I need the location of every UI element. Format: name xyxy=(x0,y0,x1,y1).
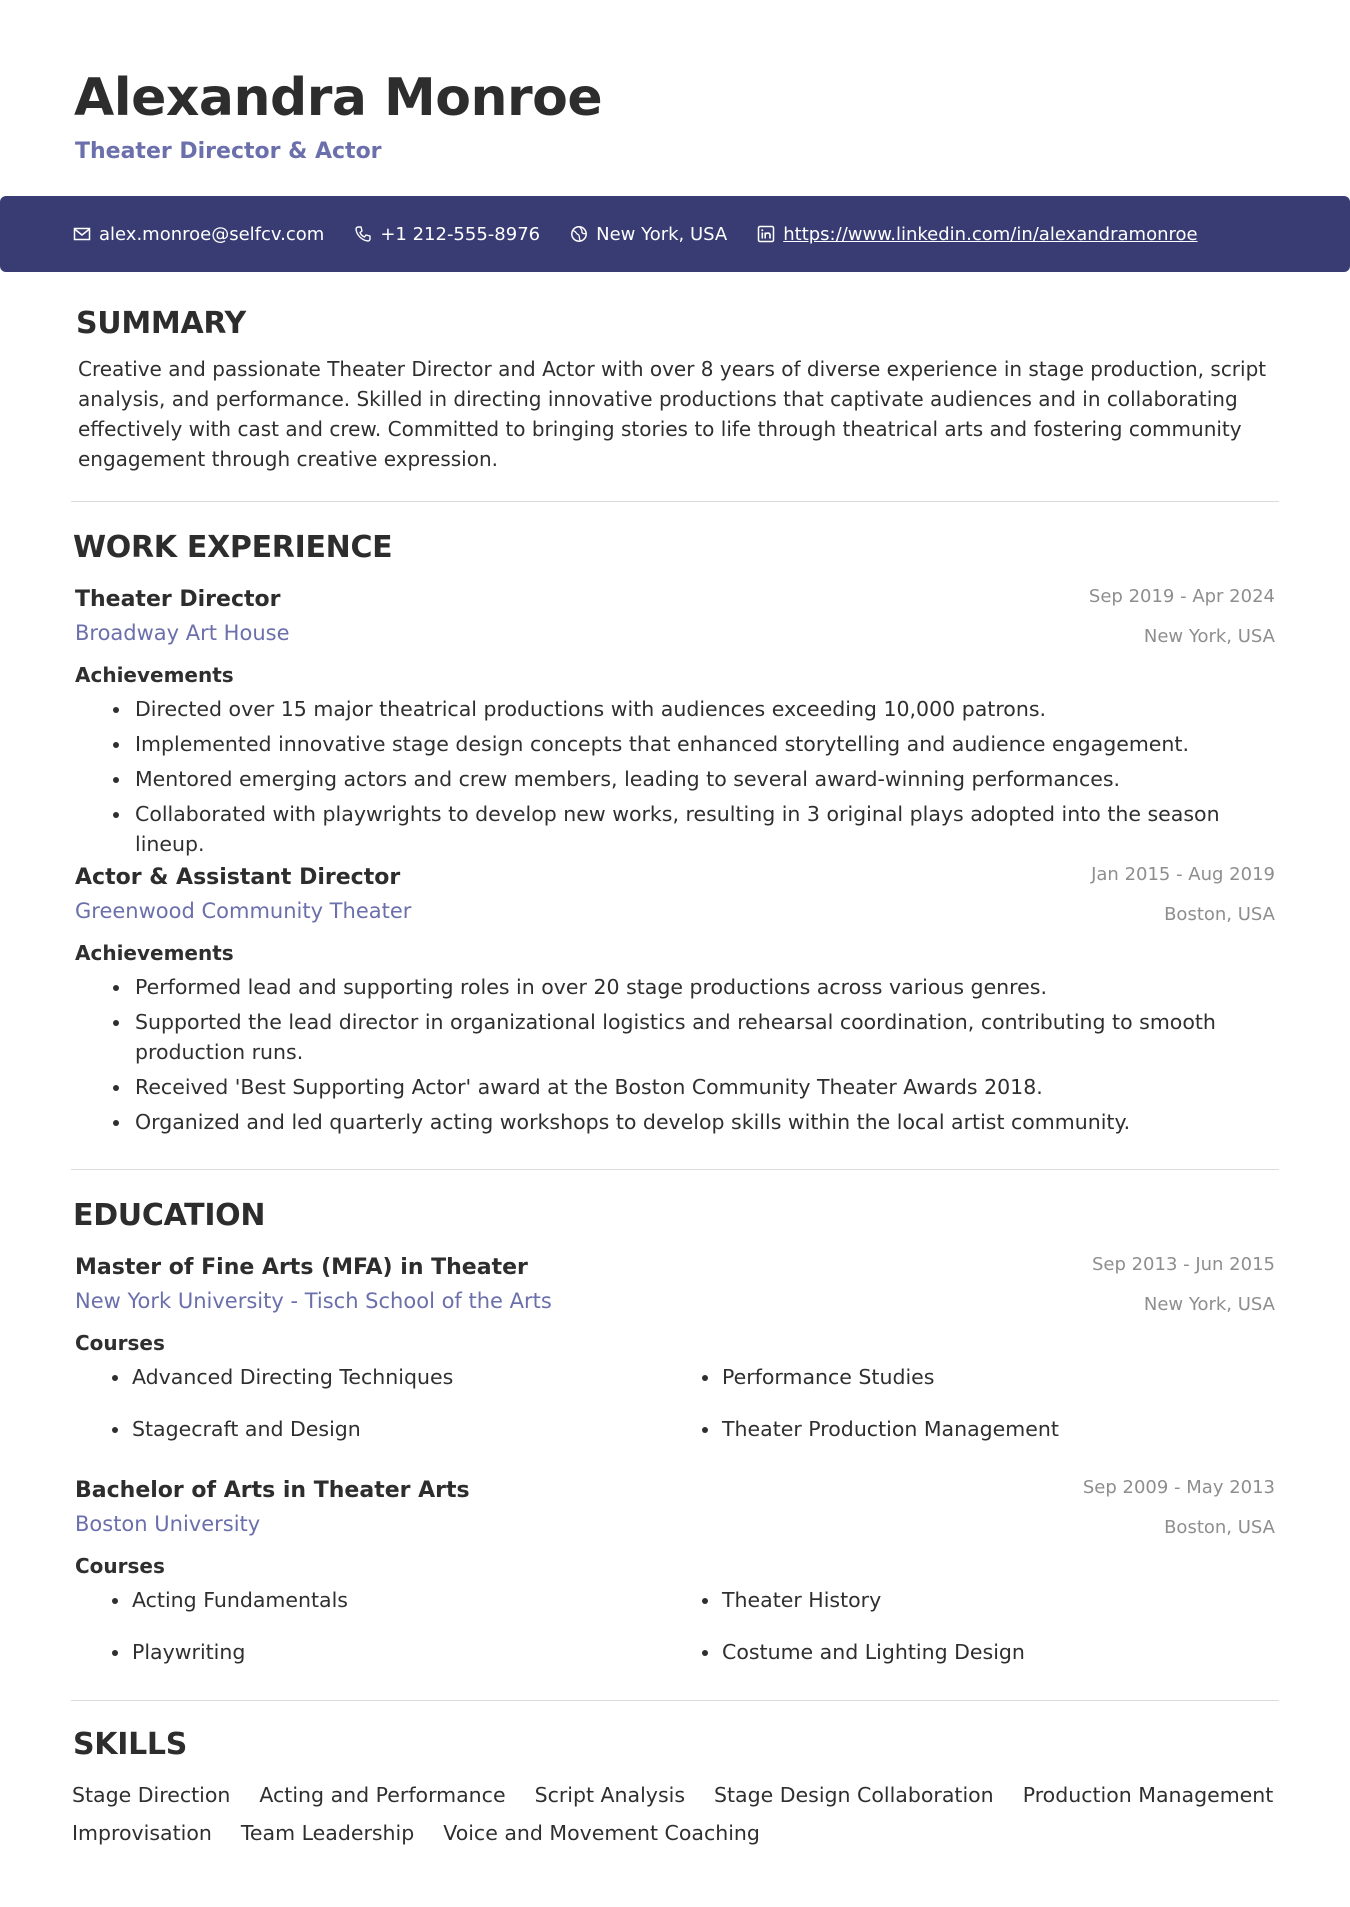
skill-item: Stage Direction xyxy=(72,1783,231,1807)
candidate-name: Alexandra Monroe xyxy=(74,68,603,128)
globe-icon xyxy=(570,225,588,243)
job-dates: Jan 2015 - Aug 2019 xyxy=(1091,864,1275,885)
divider xyxy=(71,1169,1279,1170)
education-dates: Sep 2013 - Jun 2015 xyxy=(1091,1254,1275,1275)
course-item: Theater Production Management xyxy=(665,1414,1255,1466)
job-location: Boston, USA xyxy=(1164,904,1275,925)
education-location: New York, USA xyxy=(1143,1294,1275,1315)
job-dates: Sep 2019 - Apr 2024 xyxy=(1088,586,1275,607)
skill-item: Voice and Movement Coaching xyxy=(443,1821,760,1845)
courses-list xyxy=(75,1585,1275,1689)
envelope-icon xyxy=(73,225,91,243)
education-entry xyxy=(75,1252,1275,1466)
contact-linkedin[interactable] xyxy=(757,224,1197,245)
skill-item: Production Management xyxy=(1022,1783,1274,1807)
list-item: • Collaborated with playwrights to develop new works, resulting in 3 original plays adopted into the season lineup. xyxy=(132,799,1275,859)
list-item: • Mentored emerging actors and crew members, leading to several award-winning performances. xyxy=(132,764,1275,794)
list-item: • Supported the lead director in organizational logistics and rehearsal coordination, contributing to smooth production runs. xyxy=(132,1007,1275,1067)
degree-title: Bachelor of Arts in Theater Arts xyxy=(75,1478,470,1503)
job-company: Greenwood Community Theater xyxy=(75,899,412,923)
divider xyxy=(71,1700,1279,1701)
skills-row xyxy=(72,1776,1292,1814)
school-name: Boston University xyxy=(75,1512,261,1536)
course-item: Theater History xyxy=(665,1585,1255,1637)
course-item: Advanced Directing Techniques xyxy=(75,1362,665,1414)
job-title: Theater Director xyxy=(75,587,281,612)
phone-text: +1 212-555-8976 xyxy=(380,223,541,245)
contact-phone[interactable] xyxy=(354,224,540,245)
education-heading: EDUCATION xyxy=(73,1198,266,1233)
list-item: • Received 'Best Supporting Actor' award at the Boston Community Theater Awards 2018. xyxy=(132,1072,1275,1102)
skill-item: Improvisation xyxy=(72,1821,212,1845)
achievements-list xyxy=(75,694,1275,859)
courses-label: Courses xyxy=(75,1331,165,1355)
summary-heading: SUMMARY xyxy=(76,306,246,341)
course-item: Stagecraft and Design xyxy=(75,1414,665,1466)
candidate-title: Theater Director & Actor xyxy=(75,139,382,164)
skill-item: Acting and Performance xyxy=(259,1783,506,1807)
achievements-list xyxy=(75,972,1275,1137)
linkedin-link[interactable]: https://www.linkedin.com/in/alexandramonroe xyxy=(783,223,1198,245)
location-text: New York, USA xyxy=(596,223,728,245)
course-item: Playwriting xyxy=(75,1637,665,1689)
email-text: alex.monroe@selfcv.com xyxy=(99,223,325,245)
job-entry xyxy=(75,862,1275,1142)
skills-heading: SKILLS xyxy=(73,1727,188,1762)
education-location: Boston, USA xyxy=(1164,1517,1275,1538)
education-dates: Sep 2009 - May 2013 xyxy=(1082,1477,1275,1498)
job-entry xyxy=(75,584,1275,864)
work-experience-heading: WORK EXPERIENCE xyxy=(73,530,393,565)
summary-text: Creative and passionate Theater Director and Actor with over 8 years of diverse experience in stage production, script analysis, and performance. Skilled in directing innovative productions that captivate audiences and in collaborating effectively with cast and crew. Committed to bringing stories to life through theatrical arts and fostering community engagement through creative expression. xyxy=(78,357,1267,471)
list-item: • Directed over 15 major theatrical productions with audiences exceeding 10,000 patrons. xyxy=(132,694,1275,724)
contact-email[interactable] xyxy=(73,224,324,245)
job-company: Broadway Art House xyxy=(75,621,290,645)
skills-row xyxy=(72,1814,1292,1852)
phone-icon xyxy=(354,225,372,243)
divider xyxy=(71,501,1279,502)
achievements-label: Achievements xyxy=(75,941,234,965)
school-name: New York University - Tisch School of the Arts xyxy=(75,1289,552,1313)
course-item: Costume and Lighting Design xyxy=(665,1637,1255,1689)
list-item: • Organized and led quarterly acting workshops to develop skills within the local artist community. xyxy=(132,1107,1275,1137)
education-entry xyxy=(75,1475,1275,1689)
skill-item: Script Analysis xyxy=(534,1783,685,1807)
skills-list xyxy=(72,1776,1292,1852)
job-title: Actor & Assistant Director xyxy=(75,865,401,890)
course-item: Acting Fundamentals xyxy=(75,1585,665,1637)
degree-title: Master of Fine Arts (MFA) in Theater xyxy=(75,1255,528,1280)
achievements-label: Achievements xyxy=(75,663,234,687)
contact-bar xyxy=(0,196,1350,272)
courses-list xyxy=(75,1362,1275,1466)
job-location: New York, USA xyxy=(1143,626,1275,647)
linkedin-icon xyxy=(757,225,775,243)
course-item: Performance Studies xyxy=(665,1362,1255,1414)
skill-item: Stage Design Collaboration xyxy=(714,1783,994,1807)
contact-location xyxy=(570,224,727,245)
skill-item: Team Leadership xyxy=(240,1821,415,1845)
list-item: • Implemented innovative stage design concepts that enhanced storytelling and audience engagement. xyxy=(132,729,1275,759)
courses-label: Courses xyxy=(75,1554,165,1578)
list-item: • Performed lead and supporting roles in over 20 stage productions across various genres. xyxy=(132,972,1275,1002)
